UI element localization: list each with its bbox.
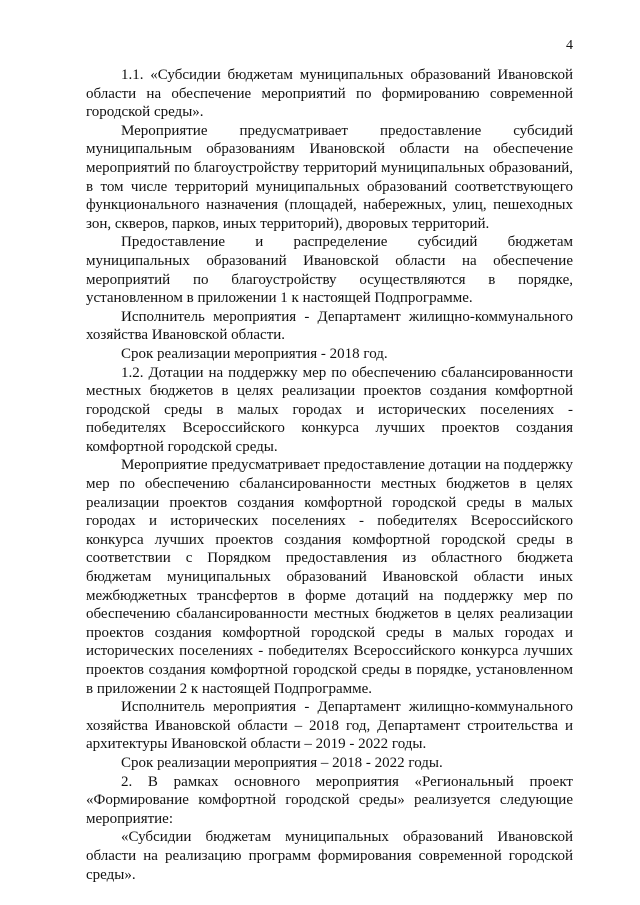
- paragraph-subsidy-1-1: 1.1. «Субсидии бюджетам муниципальных образований Ивановской области на обеспечение мероприятий по формированию современной городской среды».: [86, 67, 573, 121]
- paragraph-executor-1-1: Исполнитель мероприятия - Департамент жилищно-коммунального хозяйства Ивановской области.: [86, 308, 573, 344]
- paragraph-subsidy-programs: «Субсидии бюджетам муниципальных образований Ивановской области на реализацию программ формирования современной городской среды».: [86, 829, 573, 883]
- paragraph-grant-1-2: 1.2. Дотации на поддержку мер по обеспечению сбалансированности местных бюджетов в целях реализации проектов создания комфортной городской среды в малых городах и исторических поселениях - победителях Всероссийского конкурса лучших проектов создания комфортной городской среды.: [86, 364, 573, 455]
- paragraph-subsidy-description: Мероприятие предусматривает предоставление субсидий муниципальным образованиям Ивановской области на обеспечение мероприятий по благоустройству территорий муниципальных образований, в том числе территорий муниципальных образований соответствующего функционального назначения (площадей, набережных, улиц, пешеходных зон, скверов, парков, иных территорий), дворовых территорий.: [86, 122, 573, 232]
- paragraph-regional-project: 2. В рамках основного мероприятия «Региональный проект «Формирование комфортной городской среды» реализуется следующие мероприятие:: [86, 773, 573, 827]
- paragraph-executor-1-2: Исполнитель мероприятия - Департамент жилищно-коммунального хозяйства Ивановской области – 2018 год, Департамент строительства и архитектуры Ивановской области – 2019 - 2022 годы.: [86, 699, 573, 753]
- paragraph-term-1-2: Срок реализации мероприятия – 2018 - 2022 годы.: [121, 754, 443, 771]
- page-number: 4: [566, 38, 573, 53]
- document-body: [86, 66, 573, 884]
- paragraph-term-1-1: Срок реализации мероприятия - 2018 год.: [121, 345, 388, 362]
- paragraph-grant-description: Мероприятие предусматривает предоставление дотации на поддержку мер по обеспечению сбалансированности местных бюджетов в целях реализации проектов создания комфортной городской среды в малых городах и исторических поселениях - победителях Всероссийского конкурса лучших проектов создания комфортной городской среды в соответствии с Порядком предоставления из областного бюджета бюджетам муниципальных образований Ивановской области иных межбюджетных трансфертов в форме дотаций на поддержку мер по обеспечению сбалансированности местных бюджетов в целях реализации проектов создания комфортной городской среды в малых городах и исторических поселениях - победителях Всероссийского конкурса лучших проектов создания комфортной городской среды в порядке, установленном в приложении 2 к настоящей Подпрограмме.: [86, 457, 573, 697]
- paragraph-subsidy-distribution: Предоставление и распределение субсидий бюджетам муниципальных образований Ивановской области на обеспечение мероприятий по благоустройству осуществляются в порядке, установленном в приложении 1 к настоящей Подпрограмме.: [86, 234, 573, 307]
